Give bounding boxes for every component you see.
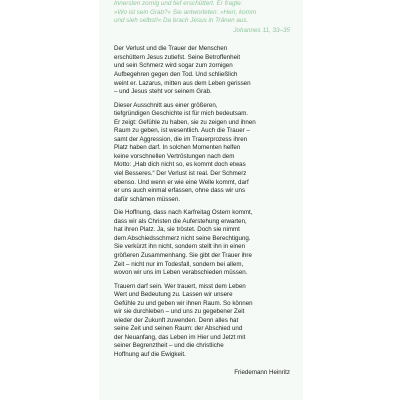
text-line: Sie verkürzt ihn nicht, sondern stellt ihn in einen — [114, 243, 246, 251]
text-line: wieder der Zukunft zuwenden. Denn alles hat — [114, 316, 239, 324]
quote-line: und sieh selbst!« Da brach Jesus in Tränen aus. — [114, 17, 249, 25]
quote-line: Innersten zornig und tief erschüttert. Er fragte: — [114, 0, 243, 7]
text-line: Trauern darf sein. Wer trauert, misst dem Leben — [114, 282, 246, 290]
text-line: Gefühle zu und geben wir ihnen Raum. So können — [114, 299, 253, 307]
text-line: Aufbegehren gegen den Tod. Und schließlich — [114, 71, 238, 79]
text-line: dass wir als Christen die Auferstehung erwarten, — [114, 217, 247, 225]
text-line: Platz haben darf. In solchen Momenten helfen — [114, 144, 241, 152]
bible-quote — [114, 0, 290, 35]
quote-text — [114, 0, 290, 26]
text-line: tiefgründigen Geschichte ist für mich bedeutsam. — [114, 110, 249, 118]
text-line: keine vorschnellen Vertröstungen nach dem — [114, 152, 235, 160]
text-line: Raum zu geben, ist wesentlich. Auch die Trauer – — [114, 127, 250, 135]
text-line: wir sie durchleben – und uns zu gegebener Zeit — [114, 308, 245, 316]
text-line: er uns auch einmal erfassen, ohne dass wir uns — [114, 187, 246, 195]
text-line: hat ihren Platz. Ja, sie tröstet. Doch sie nimmt — [114, 226, 240, 234]
quote-line: »Wo ist sein Grab?« Sie antworteten: »Herr, komm — [114, 8, 257, 16]
text-line: viel Besseres.“ Der Verlust ist real. Der Schmerz — [114, 170, 247, 178]
paragraph-1 — [114, 45, 290, 96]
text-line: ebenso. Und wenn er wie eine Welle kommt, darf — [114, 178, 249, 186]
author-signature: Friedemann Heinritz — [234, 368, 290, 376]
text-line: Wert und Bedeutung zu. Lassen wir unsere — [114, 291, 233, 299]
text-line: Motto: „Hab dich nicht so, es kommt doch etwas — [114, 161, 246, 169]
text-line: Die Hoffnung, dass nach Karfreitag Ostern kommt, — [114, 209, 253, 217]
page-content — [114, 0, 290, 377]
text-line: dem Abschiedsschmerz nicht seine Berechtigung. — [114, 234, 251, 242]
paragraph-4 — [114, 283, 290, 360]
paragraph-2 — [114, 102, 290, 205]
text-line: Dieser Ausschnitt aus einer größeren, — [114, 101, 218, 109]
text-line: samt der Aggression, die im Trauerprozess ihren — [114, 135, 248, 143]
quote-reference: Johannes 11, 33–35 — [233, 26, 290, 34]
text-line: größeren Zusammenhang. Sie gibt der Trauer ihre — [114, 251, 252, 259]
text-line: Hoffnung auf die Ewigkeit. — [114, 350, 186, 358]
text-line: dafür schämen müssen. — [114, 195, 181, 203]
text-line: und sein Schmerz wird sogar zum zornigen — [114, 62, 233, 70]
paragraph-3 — [114, 209, 290, 277]
text-line: weint er. Lazarus, mitten aus dem Leben gerissen — [114, 79, 251, 87]
text-line: Der Verlust und die Trauer der Menschen — [114, 45, 228, 53]
text-line: seine Zeit und seinen Raum: der Abschied und — [114, 325, 243, 333]
text-line: der Neuanfang, das Leben im Hier und Jetzt mit — [114, 333, 246, 341]
devotional-page — [99, 0, 303, 400]
text-line: erschüttern Jesus zutiefst. Seine Betroffenheit — [114, 53, 241, 61]
text-line: Er zeigt: Gefühle zu haben, sie zu zeigen und ihnen — [114, 118, 256, 126]
text-line: seiner Begrenztheit – und die christliche — [114, 342, 224, 350]
text-line: wovon wir uns im Leben verabschieden müssen. — [114, 269, 248, 277]
text-line: Zeit – nicht nur im Todesfall, sondern bei allem, — [114, 260, 244, 268]
text-line: – und Jesus steht vor seinem Grab. — [114, 88, 212, 96]
